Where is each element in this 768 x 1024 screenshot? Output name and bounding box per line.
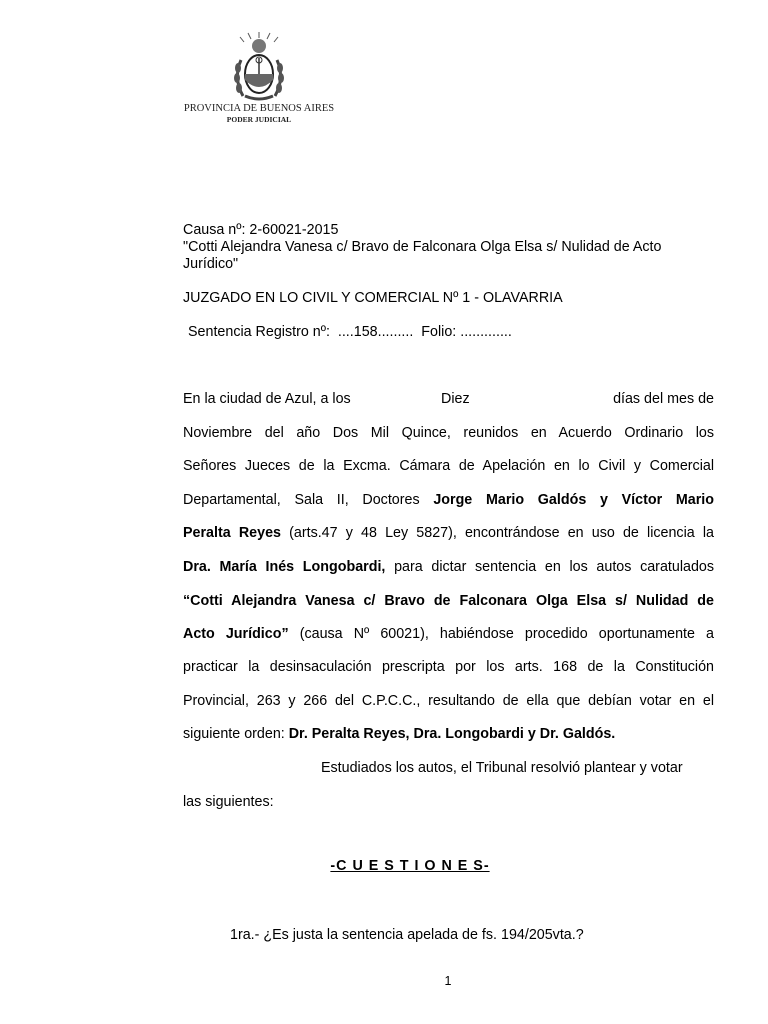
intro-line-4-text: Departamental, Sala II, Doctores	[183, 492, 434, 508]
case-caption-line-1: "Cotti Alejandra Vanesa c/ Bravo de Falconara Olga Elsa s/ Nulidad de Acto	[183, 239, 662, 255]
intro-line-1-start: En la ciudad de Azul, a los	[183, 391, 351, 407]
section-title: -C U E S T I O N E S-	[330, 858, 490, 874]
intro-line-5	[183, 523, 714, 543]
intro-line-4	[183, 490, 714, 510]
logo-branch-text: PODER JUDICIAL	[226, 115, 292, 124]
intro-line-13: las siguientes:	[183, 794, 274, 810]
judge-on-leave: Dra. María Inés Longobardi,	[183, 559, 386, 575]
intro-line-8	[183, 624, 714, 644]
judges-names-part-1: Jorge Mario Galdós y Víctor Mario	[433, 492, 714, 508]
page-number: 1	[444, 974, 452, 988]
case-title-bold-1: “Cotti Alejandra Vanesa c/ Bravo de Falconara Olga Elsa s/ Nulidad de	[183, 593, 714, 609]
intro-line-3: Señores Jueces de la Excma. Cámara de Apelación en lo Civil y Comercial	[183, 458, 714, 474]
case-caption-line-2: Jurídico"	[183, 256, 239, 272]
intro-line-1-end: días del mes de	[613, 391, 714, 407]
intro-line-12: Estudiados los autos, el Tribunal resolvió plantear y votar	[321, 760, 683, 776]
case-header	[183, 222, 723, 273]
provincial-crest-logo	[183, 30, 335, 126]
intro-line-8-text: (causa Nº 60021), habiéndose procedido oportunamente a	[288, 626, 714, 642]
voting-order: Dr. Peralta Reyes, Dra. Longobardi y Dr. Galdós.	[288, 726, 616, 742]
intro-line-5-text: (arts.47 y 48 Ley 5827), encontrándose en uso de licencia la	[280, 525, 714, 541]
intro-line-2: Noviembre del año Dos Mil Quince, reunidos en Acuerdo Ordinario los	[183, 425, 714, 441]
court-name: JUZGADO EN LO CIVIL Y COMERCIAL Nº 1 - OLAVARRIA	[183, 290, 563, 306]
judges-names-part-2: Peralta Reyes	[183, 525, 281, 541]
intro-line-6	[183, 557, 714, 577]
question-1: 1ra.- ¿Es justa la sentencia apelada de fs. 194/205vta.?	[230, 927, 584, 943]
logo-province-text: PROVINCIA DE BUENOS AIRES	[183, 103, 335, 114]
coat-of-arms-icon	[183, 30, 335, 126]
intro-line-7	[183, 591, 714, 611]
intro-line-1	[183, 389, 714, 409]
case-title-bold-2: Acto Jurídico”	[183, 626, 289, 642]
intro-line-10: Provincial, 263 y 266 del C.P.C.C., resultando de ella que debían votar en el	[183, 693, 714, 709]
case-number: Causa nº: 2-60021-2015	[183, 222, 339, 238]
intro-day-value: Diez	[441, 391, 470, 407]
intro-line-11	[183, 724, 714, 744]
intro-line-9: practicar la desinsaculación prescripta por los arts. 168 de la Constitución	[183, 659, 714, 675]
intro-line-11-text: siguiente orden:	[183, 726, 289, 742]
intro-line-6-text: para dictar sentencia en los autos caratulados	[385, 559, 714, 575]
registry-line: Sentencia Registro nº: ....158......... Folio: .............	[188, 324, 512, 340]
